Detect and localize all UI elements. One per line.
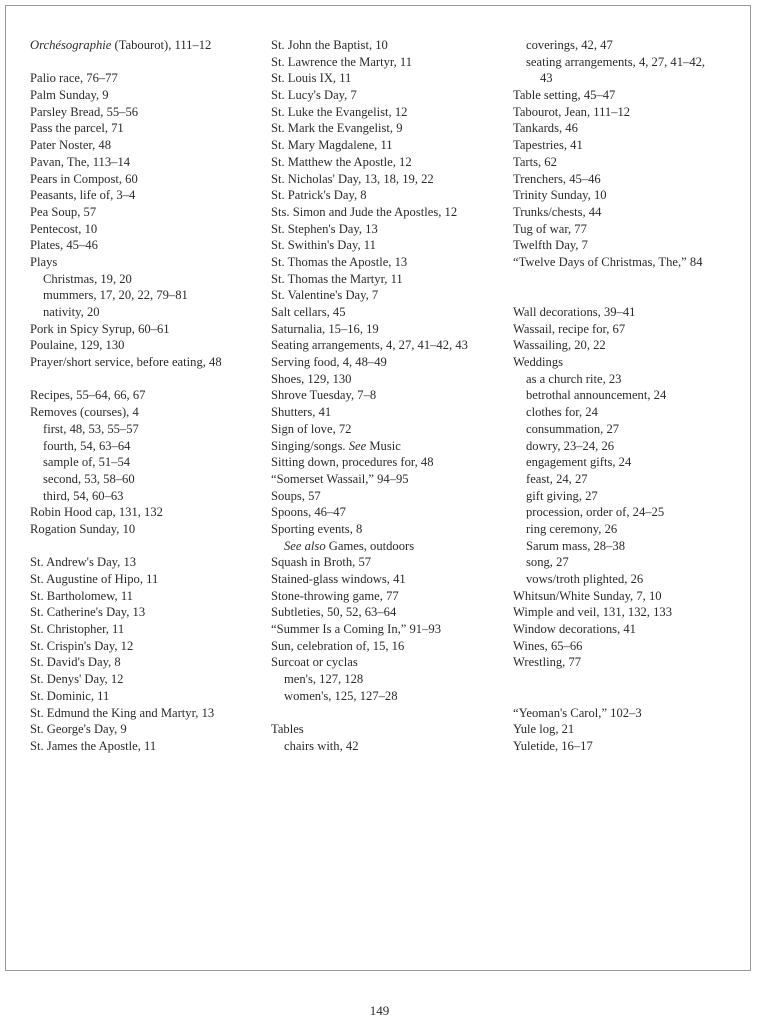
index-entry: [271, 504, 506, 521]
index-entry: [271, 638, 506, 655]
entry-text: Trinity Sunday, 10: [513, 188, 607, 203]
index-column-3: [513, 37, 748, 755]
index-entry: [30, 171, 265, 188]
entry-text: Window decorations, 41: [513, 622, 636, 637]
entry-text: mummers, 17, 20, 22, 79–81: [43, 288, 188, 303]
index-subentry: [513, 454, 748, 471]
entry-text: coverings, 42, 47: [526, 38, 613, 52]
index-entry: [271, 54, 506, 71]
index-subentry: [271, 671, 506, 688]
entry-text: St. Mary Magdalene, 11: [271, 138, 393, 153]
entry-text: Squash in Broth, 57: [271, 555, 372, 570]
entry-text: Singing/songs.: [271, 438, 349, 453]
blank-line: [513, 271, 748, 288]
index-entry: [271, 438, 506, 455]
index-subentry: [513, 538, 748, 555]
index-subentry: [271, 538, 506, 555]
index-subentry: [30, 271, 265, 288]
entry-text: gift giving, 27: [526, 488, 598, 503]
blank-line: [30, 54, 265, 71]
entry-text: Soups, 57: [271, 488, 321, 503]
entry-text: Weddings: [513, 355, 564, 370]
entry-text: Pears in Compost, 60: [30, 171, 138, 186]
index-entry: [513, 204, 748, 221]
entry-text: engagement gifts, 24: [526, 455, 632, 470]
entry-text: Peasants, life of, 3–4: [30, 188, 136, 203]
index-subentry: [513, 438, 748, 455]
blank-line: [271, 705, 506, 722]
entry-text: Shrove Tuesday, 7–8: [271, 388, 377, 403]
index-entry: [30, 120, 265, 137]
index-subentry: [30, 488, 265, 505]
index-entry: [30, 70, 265, 87]
index-entry: [513, 738, 748, 755]
entry-text: Pea Soup, 57: [30, 204, 97, 219]
entry-text: St. Dominic, 11: [30, 688, 110, 703]
blank-line: [30, 371, 265, 388]
entry-text: St. Denys' Day, 12: [30, 672, 124, 687]
index-entry: [271, 387, 506, 404]
index-entry: [271, 354, 506, 371]
entry-text: Sporting events, 8: [271, 521, 363, 536]
index-subentry: [513, 387, 748, 404]
index-entry: [271, 137, 506, 154]
index-entry: [30, 37, 265, 54]
index-subentry: [271, 688, 506, 705]
index-entry: [30, 554, 265, 571]
index-entry: [271, 304, 506, 321]
entry-text: St. Lucy's Day, 7: [271, 88, 357, 103]
index-entry: [30, 221, 265, 238]
entry-text: Salt cellars, 45: [271, 305, 346, 319]
entry-text: Rogation Sunday, 10: [30, 521, 136, 536]
entry-text: Tarts, 62: [513, 154, 557, 169]
index-entry: [271, 37, 506, 54]
index-entry: [513, 604, 748, 621]
blank-line: [513, 688, 748, 705]
entry-text: Seating arrangements, 4, 27, 41–42, 43: [271, 338, 468, 353]
index-entry: [513, 221, 748, 238]
blank-line: [30, 538, 265, 555]
index-entry: [271, 237, 506, 254]
entry-text: Shutters, 41: [271, 405, 332, 420]
index-entry: [513, 638, 748, 655]
entry-text: nativity, 20: [43, 305, 100, 319]
index-entry: [271, 271, 506, 288]
entry-text: St. Christopher, 11: [30, 622, 125, 637]
entry-text: Stained-glass windows, 41: [271, 572, 406, 586]
index-entry: [30, 404, 265, 421]
entry-text: women's, 125, 127–28: [284, 688, 398, 703]
entry-text: Parsley Bread, 55–56: [30, 104, 139, 119]
index-entry: [30, 705, 265, 722]
index-subentry: [513, 571, 748, 588]
index-entry: [513, 304, 748, 321]
index-entry: [271, 287, 506, 304]
blank-line: [513, 287, 748, 304]
entry-text: Palm Sunday, 9: [30, 88, 109, 103]
index-entry: [271, 70, 506, 87]
index-subentry: [271, 738, 506, 755]
index-entry: [271, 604, 506, 621]
italic-text: See also: [284, 538, 326, 553]
entry-text: betrothal announcement, 24: [526, 388, 667, 403]
entry-text: St. Luke the Evangelist, 12: [271, 104, 408, 119]
entry-text: St. David's Day, 8: [30, 655, 121, 670]
index-entry: [30, 671, 265, 688]
index-entry: [30, 387, 265, 404]
entry-text: Pass the parcel, 71: [30, 121, 124, 136]
index-entry: [271, 554, 506, 571]
index-subentry: [30, 287, 265, 304]
index-entry: [513, 104, 748, 121]
index-entry: [30, 104, 265, 121]
index-entry: [30, 354, 265, 371]
index-entry: [513, 237, 748, 254]
index-entry: [30, 237, 265, 254]
entry-text: feast, 24, 27: [526, 471, 588, 486]
entry-text: fourth, 54, 63–64: [43, 438, 131, 453]
index-entry: [271, 471, 506, 488]
entry-text: St. Stephen's Day, 13: [271, 221, 378, 236]
index-entry: [30, 204, 265, 221]
entry-text: Spoons, 46–47: [271, 505, 346, 520]
entry-text: St. John the Baptist, 10: [271, 38, 388, 52]
index-entry: [513, 171, 748, 188]
index-subentry: [513, 504, 748, 521]
entry-text: men's, 127, 128: [284, 672, 364, 687]
entry-text: St. Augustine of Hipo, 11: [30, 572, 159, 586]
entry-text: Table setting, 45–47: [513, 88, 616, 103]
index-entry: [30, 504, 265, 521]
index-subentry: [30, 304, 265, 321]
italic-text: Orchésographie: [30, 38, 112, 52]
entry-text: St. Valentine's Day, 7: [271, 288, 379, 303]
entry-text: Poulaine, 129, 130: [30, 338, 125, 353]
entry-text: Pavan, The, 113–14: [30, 154, 131, 169]
entry-text: Sign of love, 72: [271, 421, 352, 436]
index-subentry: [30, 471, 265, 488]
index-entry: [30, 738, 265, 755]
entry-text: Sts. Simon and Jude the Apostles, 12: [271, 204, 458, 219]
entry-text: dowry, 23–24, 26: [526, 438, 615, 453]
entry-text: St. Nicholas' Day, 13, 18, 19, 22: [271, 171, 434, 186]
index-entry: [30, 87, 265, 104]
index-subentry: [30, 421, 265, 438]
entry-text: St. Andrew's Day, 13: [30, 555, 137, 570]
page-number: 149: [369, 1003, 390, 1018]
index-subentry: [513, 371, 748, 388]
entry-text: Yule log, 21: [513, 722, 575, 737]
index-entry: [271, 154, 506, 171]
entry-text: Subtleties, 50, 52, 63–64: [271, 605, 397, 620]
entry-text: vows/troth plighted, 26: [526, 572, 644, 586]
index-subentry: [513, 554, 748, 571]
entry-text: Yuletide, 16–17: [513, 738, 593, 753]
entry-text: Robin Hood cap, 131, 132: [30, 505, 163, 520]
entry-text: Trenchers, 45–46: [513, 171, 601, 186]
entry-text: Prayer/short service, before eating, 48: [30, 355, 222, 370]
index-entry: [30, 337, 265, 354]
entry-text: St. Swithin's Day, 11: [271, 238, 376, 253]
entry-text: Sarum mass, 28–38: [526, 538, 625, 553]
index-entry: [513, 154, 748, 171]
index-entry: [513, 705, 748, 722]
entry-text: St. Bartholomew, 11: [30, 588, 133, 603]
index-entry: [271, 454, 506, 471]
index-subentry: [30, 438, 265, 455]
entry-text: song, 27: [526, 555, 569, 570]
entry-text: “Summer Is a Coming In,” 91–93: [271, 622, 441, 637]
index-entry: [30, 721, 265, 738]
entry-text: “Somerset Wassail,” 94–95: [271, 471, 409, 486]
index-entry: [271, 337, 506, 354]
entry-text: Wrestling, 77: [513, 655, 582, 670]
index-entry: [271, 171, 506, 188]
entry-text: St. George's Day, 9: [30, 722, 127, 737]
entry-text: as a church rite, 23: [526, 371, 622, 386]
index-entry: [271, 87, 506, 104]
entry-text: Wimple and veil, 131, 132, 133: [513, 605, 672, 620]
entry-text: Music: [366, 438, 401, 453]
entry-text: Twelfth Day, 7: [513, 238, 588, 253]
entry-text: (Tabourot), 111–12: [111, 38, 212, 52]
index-entry: [271, 521, 506, 538]
index-subentry: [513, 471, 748, 488]
index-entry: [271, 187, 506, 204]
entry-text: Sun, celebration of, 15, 16: [271, 638, 405, 653]
entry-text: Wassailing, 20, 22: [513, 338, 606, 353]
entry-text: St. Edmund the King and Martyr, 13: [30, 705, 215, 720]
index-column-1: [30, 37, 265, 755]
index-entry: [271, 404, 506, 421]
index-entry: [30, 154, 265, 171]
index-entry: [30, 321, 265, 338]
index-entry: [271, 421, 506, 438]
index-entry: [271, 488, 506, 505]
entry-text: ring ceremony, 26: [526, 521, 618, 536]
index-entry: [271, 104, 506, 121]
entry-text: Christmas, 19, 20: [43, 271, 132, 286]
index-entry: [513, 354, 748, 371]
entry-text: Tables: [271, 722, 304, 737]
entry-text: Pentecost, 10: [30, 221, 98, 236]
index-entry: [271, 254, 506, 271]
index-entry: [271, 221, 506, 238]
entry-text: Surcoat or cyclas: [271, 655, 358, 670]
index-entry: [30, 187, 265, 204]
entry-text: St. Lawrence the Martyr, 11: [271, 54, 413, 69]
index-subentry: [513, 70, 748, 87]
entry-text: Serving food, 4, 48–49: [271, 355, 387, 370]
entry-text: Wassail, recipe for, 67: [513, 321, 626, 336]
entry-text: Tapestries, 41: [513, 138, 583, 153]
entry-text: Stone-throwing game, 77: [271, 588, 399, 603]
italic-text: See: [348, 438, 367, 453]
index-entry: [30, 254, 265, 271]
entry-text: consummation, 27: [526, 421, 620, 436]
index-entry: [513, 621, 748, 638]
entry-text: seating arrangements, 4, 27, 41–42,: [526, 54, 706, 69]
index-entry: [30, 588, 265, 605]
entry-text: Tug of war, 77: [513, 221, 587, 236]
index-entry: [30, 621, 265, 638]
entry-text: Wines, 65–66: [513, 638, 583, 653]
entry-text: St. Catherine's Day, 13: [30, 605, 146, 620]
entry-text: second, 53, 58–60: [43, 471, 135, 486]
index-entry: [513, 120, 748, 137]
entry-text: Tankards, 46: [513, 121, 578, 136]
entry-text: “Twelve Days of Christmas, The,” 84: [513, 254, 703, 269]
index-entry: [271, 721, 506, 738]
entry-text: Trunks/chests, 44: [513, 204, 602, 219]
index-entry: [30, 137, 265, 154]
entry-text: Pater Noster, 48: [30, 138, 111, 153]
entry-text: clothes for, 24: [526, 405, 598, 420]
entry-text: St. Patrick's Day, 8: [271, 188, 367, 203]
entry-text: St. Matthew the Apostle, 12: [271, 154, 412, 169]
index-subentry: [513, 521, 748, 538]
index-entry: [30, 604, 265, 621]
index-entry: [271, 571, 506, 588]
index-entry: [513, 321, 748, 338]
entry-text: Shoes, 129, 130: [271, 371, 352, 386]
entry-text: Plays: [30, 254, 58, 269]
index-entry: [271, 321, 506, 338]
index-subentry: [30, 454, 265, 471]
index-entry: [271, 120, 506, 137]
index-entry: [30, 654, 265, 671]
index-subentry: [513, 37, 748, 54]
index-entry: [271, 371, 506, 388]
entry-text: procession, order of, 24–25: [526, 505, 665, 520]
entry-text: Removes (courses), 4: [30, 405, 139, 420]
entry-text: sample of, 51–54: [43, 455, 131, 470]
entry-text: Sitting down, procedures for, 48: [271, 455, 434, 470]
index-entry: [513, 337, 748, 354]
entry-text: St. Mark the Evangelist, 9: [271, 121, 403, 136]
entry-text: St. Crispin's Day, 12: [30, 638, 134, 653]
index-entry: [271, 204, 506, 221]
entry-text: Plates, 45–46: [30, 238, 98, 253]
blank-line: [513, 671, 748, 688]
entry-text: Wall decorations, 39–41: [513, 305, 636, 319]
entry-text: third, 54, 60–63: [43, 488, 124, 503]
entry-text: chairs with, 42: [284, 738, 359, 753]
index-entry: [30, 688, 265, 705]
index-entry: [271, 654, 506, 671]
index-entry: [513, 137, 748, 154]
index-entry: [271, 588, 506, 605]
entry-text: Games, outdoors: [325, 538, 415, 553]
index-subentry: [513, 54, 748, 71]
entry-text: Recipes, 55–64, 66, 67: [30, 388, 146, 403]
entry-text: Saturnalia, 15–16, 19: [271, 321, 379, 336]
entry-text: St. Thomas the Apostle, 13: [271, 254, 408, 269]
entry-text: St. James the Apostle, 11: [30, 738, 157, 753]
index-entry: [513, 254, 748, 271]
entry-text: Palio race, 76–77: [30, 71, 118, 86]
index-entry: [513, 588, 748, 605]
entry-text: Whitsun/White Sunday, 7, 10: [513, 588, 662, 603]
index-subentry: [513, 421, 748, 438]
entry-text: Pork in Spicy Syrup, 60–61: [30, 321, 170, 336]
index-subentry: [513, 404, 748, 421]
index-entry: [513, 87, 748, 104]
index-entry: [30, 521, 265, 538]
entry-text: St. Louis IX, 11: [271, 71, 352, 86]
index-subentry: [513, 488, 748, 505]
entry-text: “Yeoman's Carol,” 102–3: [513, 705, 642, 720]
index-entry: [513, 721, 748, 738]
index-entry: [30, 638, 265, 655]
index-entry: [513, 187, 748, 204]
index-entry: [271, 621, 506, 638]
index-entry: [30, 571, 265, 588]
entry-text: St. Thomas the Martyr, 11: [271, 271, 403, 286]
entry-text: first, 48, 53, 55–57: [43, 421, 139, 436]
entry-text: 43: [540, 71, 553, 86]
index-column-2: [271, 37, 506, 755]
index-entry: [513, 654, 748, 671]
entry-text: Tabourot, Jean, 111–12: [513, 104, 631, 119]
